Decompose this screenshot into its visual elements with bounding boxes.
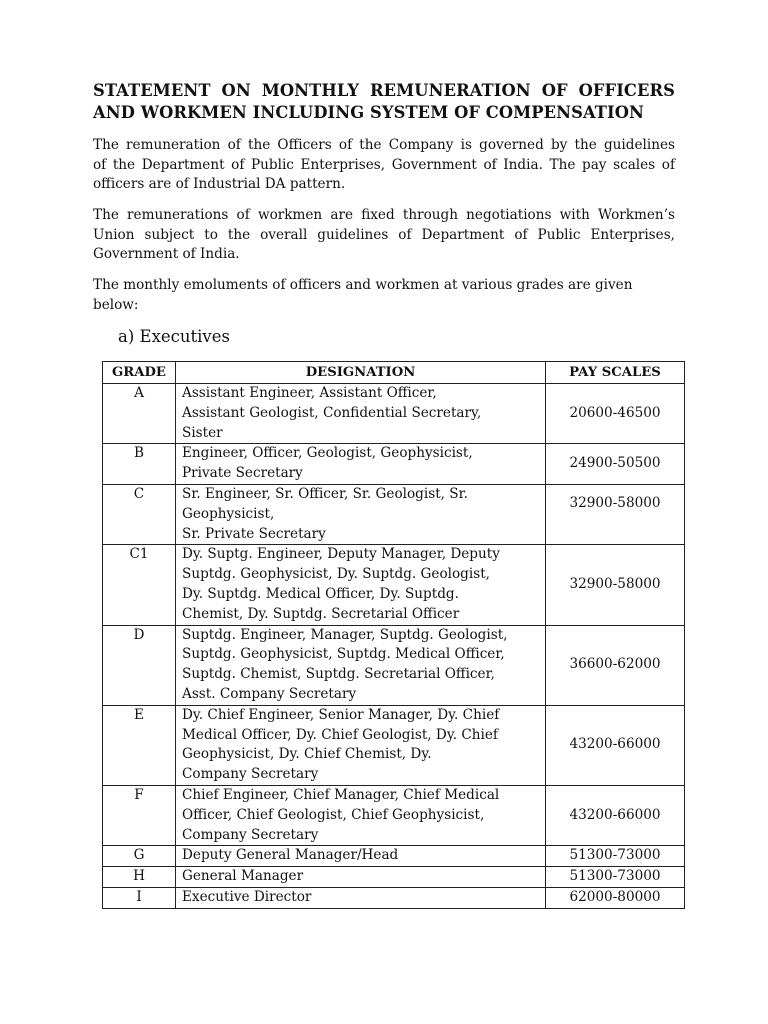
pay-scale-cell: 43200-66000 (546, 705, 685, 785)
designation-line: Asst. Company Secretary (182, 685, 357, 702)
designation-line: Company Secretary (182, 766, 319, 783)
grade-cell: D (103, 625, 176, 705)
designation-line: Medical Officer, Dy. Chief Geologist, Dy. Chief (182, 726, 498, 743)
designation-line: Chief Engineer, Chief Manager, Chief Medical (182, 786, 500, 803)
header-pay-scales: PAY SCALES (546, 362, 685, 384)
table-row (103, 887, 685, 908)
designation-line: Dy. Suptg. Engineer, Deputy Manager, Deputy (182, 546, 500, 563)
designation-cell (176, 625, 546, 705)
paragraph-line: below: (93, 296, 139, 313)
grade-cell: C (103, 484, 176, 544)
designation-line: Sister (182, 424, 223, 441)
paragraph-monthly-emoluments (93, 276, 675, 315)
paragraph-line: of the Department of Public Enterprises, Government of India. The pay scales of (93, 156, 675, 173)
designation-line: Executive Director (182, 888, 312, 905)
table-row (103, 705, 685, 785)
grade-cell: I (103, 887, 176, 908)
designation-cell (176, 444, 546, 485)
pay-scale-cell: 43200-66000 (546, 785, 685, 845)
grade-cell: H (103, 867, 176, 888)
designation-cell (176, 846, 546, 867)
designation-line: General Manager (182, 868, 304, 885)
designation-line: Suptdg. Geophysicist, Dy. Suptdg. Geologist, (182, 566, 490, 583)
designation-line: Assistant Engineer, Assistant Officer, (182, 385, 437, 401)
pay-scale-cell: 32900-58000 (546, 545, 685, 625)
pay-scale-cell: 24900-50500 (546, 444, 685, 485)
paragraph-line: The monthly emoluments of officers and workmen at various grades are given (93, 277, 633, 293)
section-heading-executives: a) Executives (118, 327, 230, 346)
designation-cell (176, 545, 546, 625)
grade-cell: C1 (103, 545, 176, 625)
designation-cell (176, 705, 546, 785)
paragraph-line: officers are of Industrial DA pattern. (93, 176, 346, 192)
pay-scale-cell: 36600-62000 (546, 625, 685, 705)
designation-line: Officer, Chief Geologist, Chief Geophysicist, (182, 806, 485, 823)
designation-line: Dy. Suptdg. Medical Officer, Dy. Suptdg. (182, 585, 459, 602)
designation-cell (176, 484, 546, 544)
grade-cell: A (103, 384, 176, 444)
paragraph-line: Government of India. (93, 246, 240, 262)
title-line-2: AND WORKMEN INCLUDING SYSTEM OF COMPENSATION (93, 103, 644, 122)
pay-scale-cell: 20600-46500 (546, 384, 685, 444)
paragraph-officers-remuneration (93, 136, 675, 195)
designation-line: Sr. Private Secretary (182, 525, 326, 542)
designation-line: Dy. Chief Engineer, Senior Manager, Dy. Chief (182, 706, 500, 723)
paragraph-line: Union subject to the overall guidelines of Department of Public Enterprises, (93, 226, 675, 243)
document-title (93, 80, 675, 124)
table-row (103, 444, 685, 485)
designation-line: Suptdg. Geophysicist, Suptdg. Medical Officer, (182, 646, 505, 663)
designation-cell (176, 785, 546, 845)
paragraph-line: The remunerations of workmen are fixed through negotiations with Workmen’s (93, 207, 675, 223)
paragraph-line: The remuneration of the Officers of the Company is governed by the guidelines (93, 137, 675, 153)
table-row (103, 484, 685, 544)
grade-cell: B (103, 444, 176, 485)
designation-line: Engineer, Officer, Geologist, Geophysicist, (182, 445, 473, 462)
designation-line: Company Secretary (182, 826, 319, 843)
header-grade: GRADE (103, 362, 176, 384)
pay-scale-cell: 51300-73000 (546, 867, 685, 888)
grade-cell: F (103, 785, 176, 845)
grade-cell: G (103, 846, 176, 867)
pay-scale-cell: 32900-58000 (546, 484, 685, 544)
designation-line: Private Secretary (182, 465, 303, 482)
header-designation: DESIGNATION (176, 362, 546, 384)
designation-line: Deputy General Manager/Head (182, 847, 399, 864)
designation-line: Chemist, Dy. Suptdg. Secretarial Officer (182, 605, 460, 622)
table-row (103, 545, 685, 625)
table-row (103, 384, 685, 444)
table-row (103, 625, 685, 705)
grade-cell: E (103, 705, 176, 785)
designation-line: Sr. Engineer, Sr. Officer, Sr. Geologist, Sr. (182, 485, 468, 502)
title-line-1: STATEMENT ON MONTHLY REMUNERATION OF OFFICERS (93, 81, 675, 100)
table-row (103, 785, 685, 845)
designation-cell (176, 887, 546, 908)
table-row (103, 846, 685, 867)
designation-line: Suptdg. Engineer, Manager, Suptdg. Geologist, (182, 626, 508, 643)
pay-scale-cell: 62000-80000 (546, 887, 685, 908)
table-header-row (103, 362, 685, 384)
designation-cell (176, 867, 546, 888)
designation-line: Assistant Geologist, Confidential Secretary, (182, 404, 482, 421)
designation-line: Geophysicist, (182, 505, 275, 522)
table-row (103, 867, 685, 888)
designation-cell (176, 384, 546, 444)
executives-pay-table (102, 361, 685, 909)
designation-line: Geophysicist, Dy. Chief Chemist, Dy. (182, 746, 432, 763)
paragraph-workmen-remuneration (93, 206, 675, 265)
designation-line: Suptdg. Chemist, Suptdg. Secretarial Officer, (182, 666, 495, 683)
pay-scale-cell: 51300-73000 (546, 846, 685, 867)
